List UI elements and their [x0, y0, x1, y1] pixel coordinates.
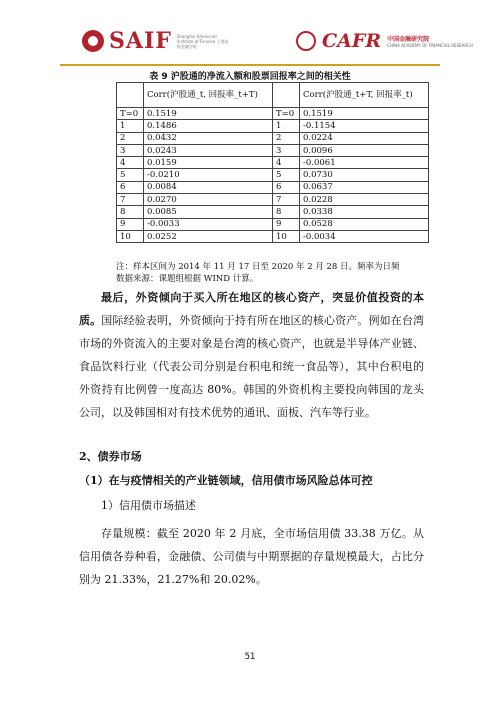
table-cell-v2: 0.0338	[300, 206, 429, 218]
table-cell-k1: 3	[117, 144, 144, 156]
table-notes	[116, 261, 416, 285]
saif-emblem-icon	[82, 30, 104, 52]
table-header-right: Corr(沪股通_t+T, 回报率_t)	[300, 83, 429, 108]
table-title: 表 9 沪股通的净流入额和股票回报率之间的相关性	[149, 72, 351, 82]
cafr-chinese-name: 中国金融研究院	[387, 36, 430, 43]
table-row	[117, 230, 429, 242]
heading-bond-market: 2、债券市场	[79, 450, 142, 463]
table-cell-k2: 3	[273, 144, 300, 156]
table-header-blank-left	[117, 83, 144, 108]
table-cell-v2: -0.0061	[300, 157, 429, 169]
table-row	[117, 120, 429, 132]
table-cell-v1: 0.0159	[144, 157, 273, 169]
table-header-row	[117, 83, 429, 108]
table-cell-v2: 0.0228	[300, 194, 429, 206]
table-cell-v1: 0.1519	[144, 108, 273, 120]
table-cell-v1: 0.0252	[144, 230, 273, 242]
table-cell-v2: -0.1154	[300, 120, 429, 132]
table-cell-k1: 4	[117, 157, 144, 169]
table-row	[117, 144, 429, 156]
table-cell-v2: 0.0637	[300, 181, 429, 193]
table-header-left: Corr(沪股通_t, 回报率_t+T)	[144, 83, 273, 108]
cafr-seal-icon	[296, 31, 316, 51]
saif-logo	[82, 28, 232, 54]
table-row	[117, 218, 429, 230]
page-number: 51	[244, 652, 256, 662]
table-cell-v1: 0.1486	[144, 120, 273, 132]
table-cell-v2: 0.0224	[300, 132, 429, 144]
table-row	[117, 169, 429, 181]
table-cell-v1: 0.0432	[144, 132, 273, 144]
table-header-blank-right	[273, 83, 300, 108]
table-cell-k2: 6	[273, 181, 300, 193]
table-cell-k1: 5	[117, 169, 144, 181]
table-cell-k2: 1	[273, 120, 300, 132]
table-cell-v1: 0.0270	[144, 194, 273, 206]
paragraph-core-assets-text: 国际经验表明，外资倾向于持有所在地区的核心资产。例如在台湾市场的外资流入的主要对象是台湾的核心资产，也就是半导体产业链、食品饮料行业（代表公司分别是台积电和统一食品等），其中台积电的外资持有比例曾一度高达 80%。韩国的外资机构主要投向韩国的龙头公司，以及韩国相对有技术优势的通讯、面板、汽车等行业。	[79, 314, 425, 419]
table-cell-k2: 8	[273, 206, 300, 218]
correlation-table	[116, 82, 429, 243]
table-row	[117, 194, 429, 206]
table-cell-v2: 0.0096	[300, 144, 429, 156]
table-row	[117, 181, 429, 193]
table-cell-k1: 6	[117, 181, 144, 193]
table-cell-k1: T=0	[117, 108, 144, 120]
table-cell-v2: 0.0730	[300, 169, 429, 181]
table-cell-v2: 0.0528	[300, 218, 429, 230]
table-cell-v2: -0.0034	[300, 230, 429, 242]
table-cell-v1: 0.0243	[144, 144, 273, 156]
heading-credit-risk: （1）在与疫情相关的产业链领域，信用债市场风险总体可控	[79, 474, 373, 487]
paragraph-core-assets	[79, 286, 424, 424]
table-row	[117, 108, 429, 120]
table-cell-k1: 9	[117, 218, 144, 230]
cafr-brand: CAFR	[322, 30, 382, 52]
paragraph-stock-size: 存量规模：截至 2020 年 2 月底，全市场信用债 33.38 万亿。从信用债各券种看，金融债、公司债与中期票据的存量规模最大，占比分别为 21.33%，21.27%和 20.02%。	[79, 527, 424, 586]
table-cell-k2: 5	[273, 169, 300, 181]
cafr-english-name: CHINA ACADEMY OF FINANCIAL RESEARCH	[387, 43, 473, 48]
table-cell-k2: 2	[273, 132, 300, 144]
cafr-logo	[296, 30, 473, 52]
table-note-source: 数据来源：课题组根据 WIND 计算。	[116, 274, 259, 284]
table-row	[117, 132, 429, 144]
table-row	[117, 206, 429, 218]
table-cell-k2: 4	[273, 157, 300, 169]
table-cell-k1: 7	[117, 194, 144, 206]
table-cell-v1: -0.0033	[144, 218, 273, 230]
table-cell-k2: T=0	[273, 108, 300, 120]
table-cell-v1: 0.0085	[144, 206, 273, 218]
table-cell-k2: 10	[273, 230, 300, 242]
page-header	[0, 0, 500, 62]
header-divider	[60, 64, 440, 66]
table-cell-k2: 7	[273, 194, 300, 206]
table-note-sample: 注：样本区间为 2014 年 11 月 17 日至 2020 年 2 月 28 日。频率为日频	[116, 262, 400, 272]
saif-brand: SAIF	[109, 28, 172, 54]
paragraph-core-assets-bold: 最后，外资倾向于买入所在地区的核心资产，突显价值投资的本质。	[79, 291, 424, 327]
table-cell-v2: 0.1519	[300, 108, 429, 120]
table-cell-k2: 9	[273, 218, 300, 230]
table-row	[117, 157, 429, 169]
table-cell-k1: 1	[117, 120, 144, 132]
table-cell-v1: -0.0210	[144, 169, 273, 181]
table-cell-k1: 10	[117, 230, 144, 242]
table-cell-v1: 0.0084	[144, 181, 273, 193]
saif-subtitle: Shanghai Advanced Institute of Finance 上海高级金融学院	[176, 33, 229, 49]
table-cell-k1: 8	[117, 206, 144, 218]
heading-credit-description: 1）信用债市场描述	[101, 499, 196, 512]
table-cell-k1: 2	[117, 132, 144, 144]
